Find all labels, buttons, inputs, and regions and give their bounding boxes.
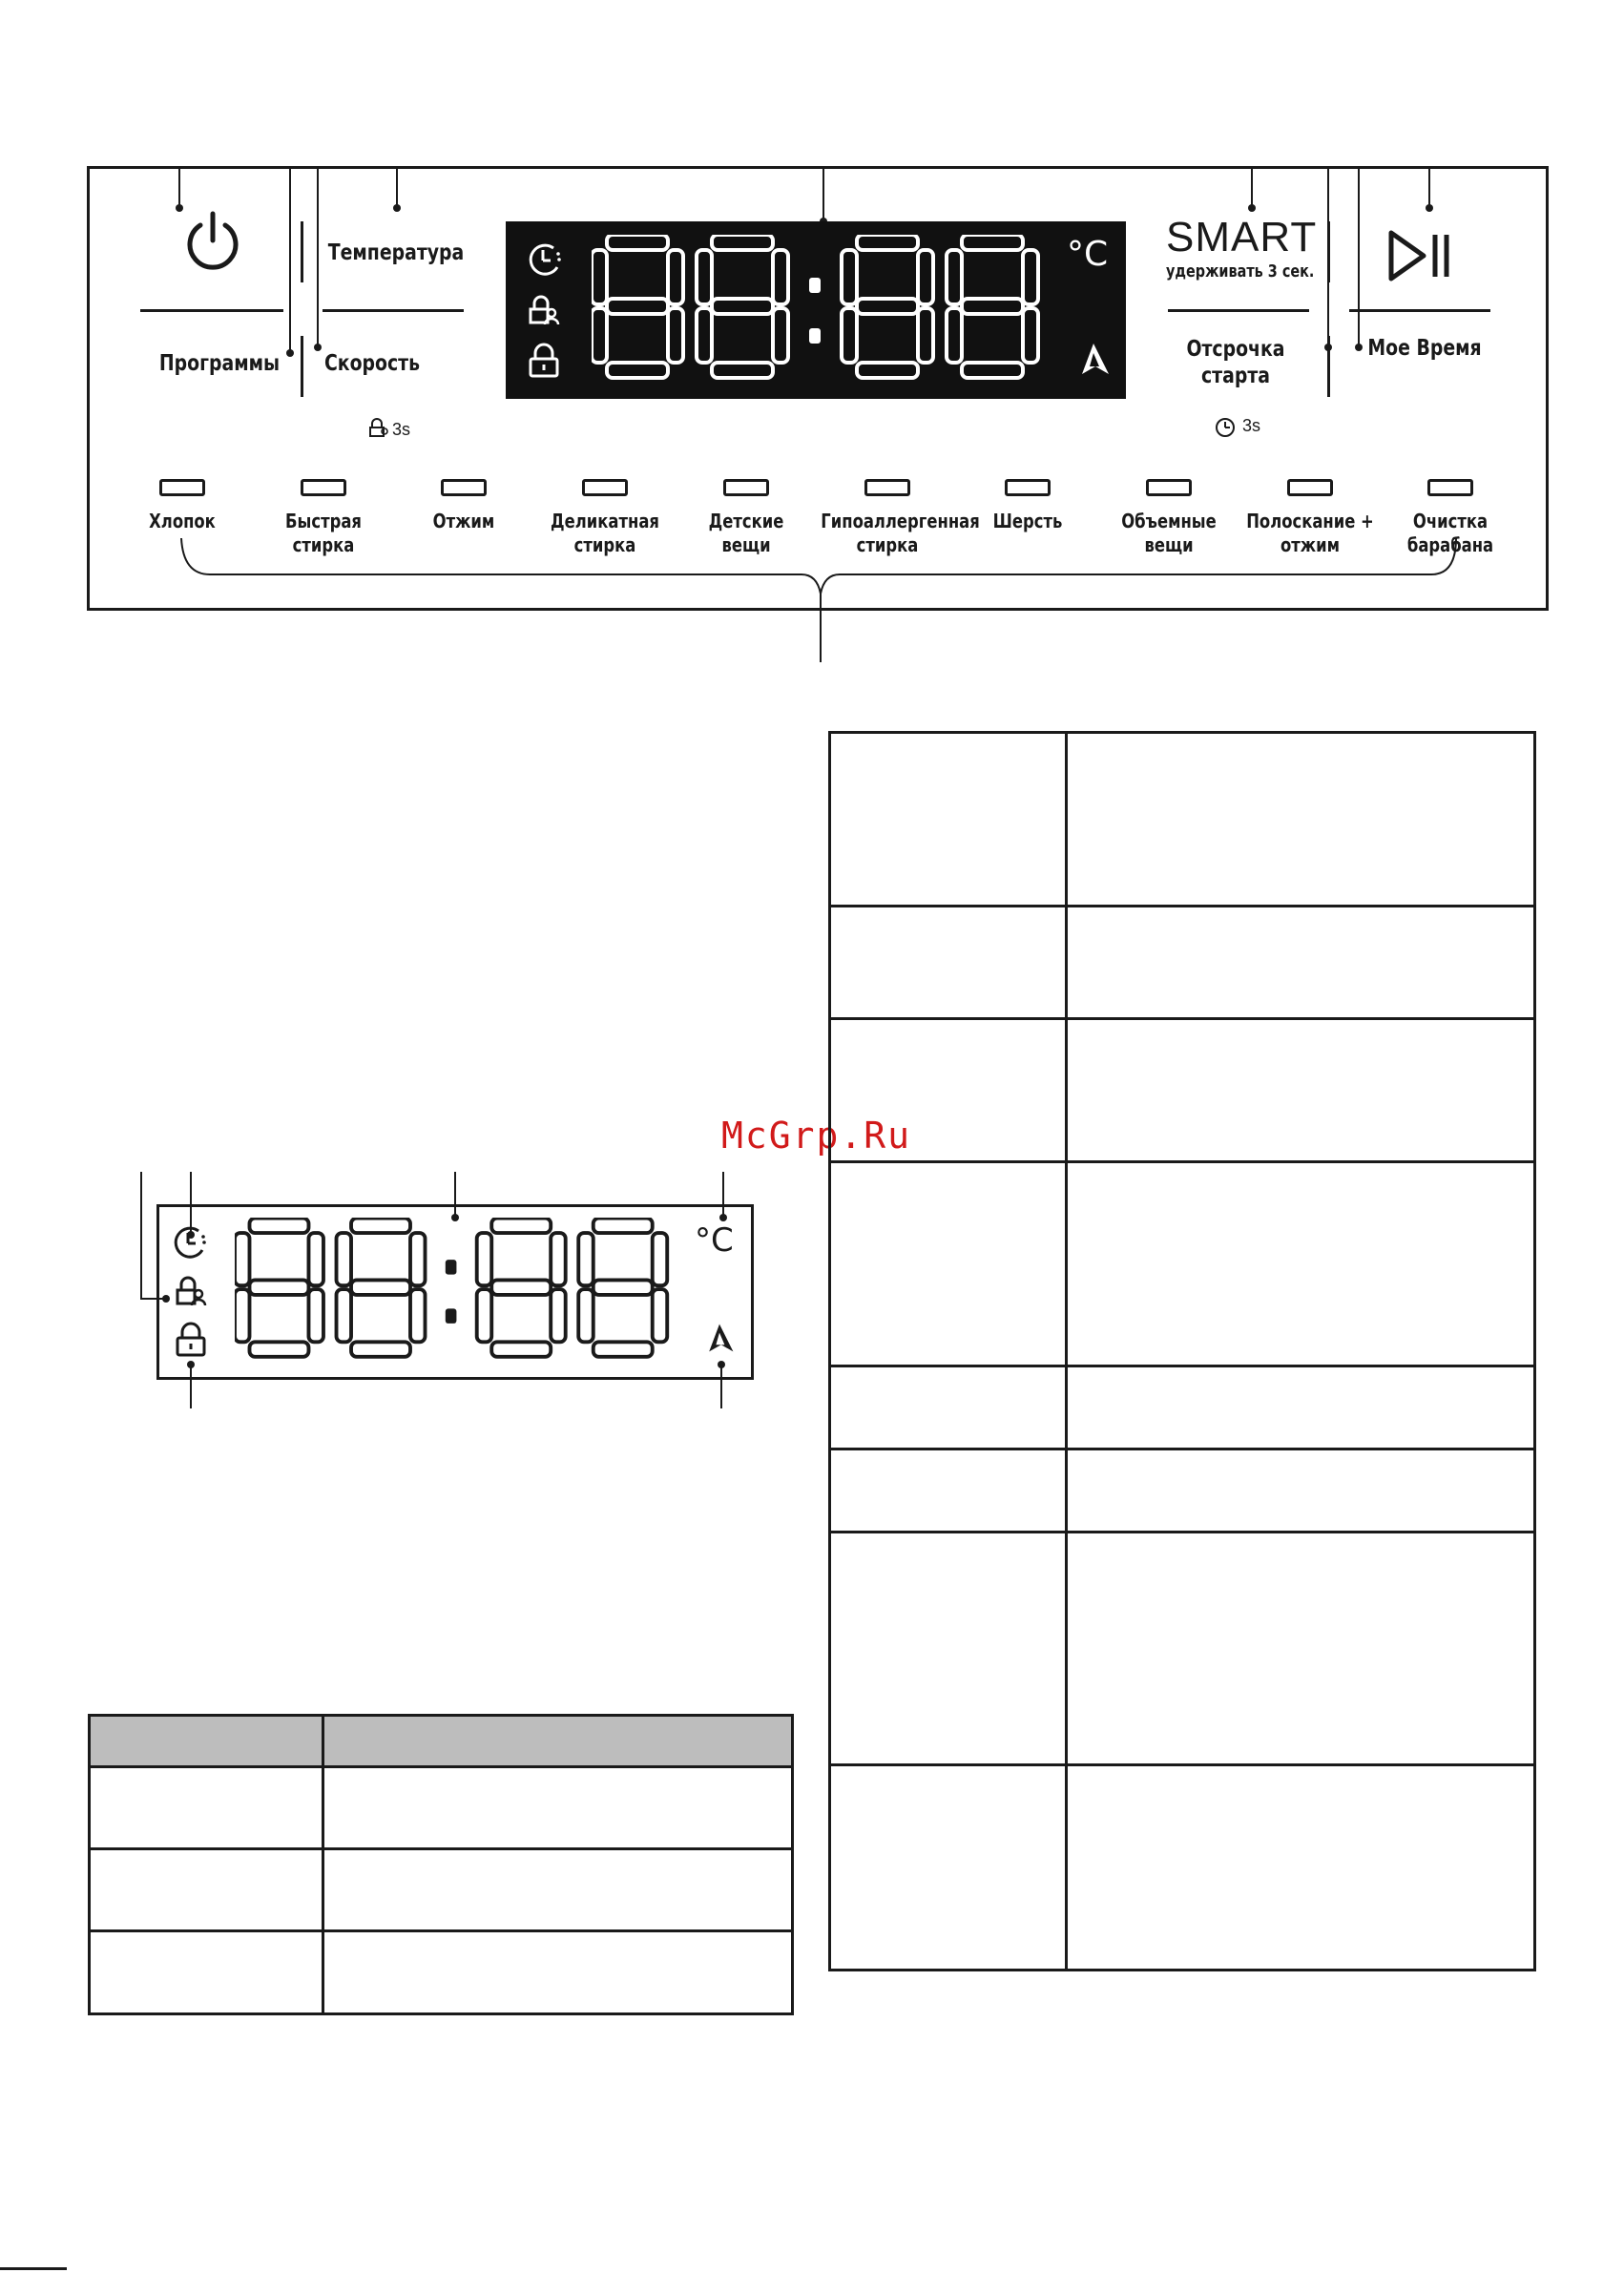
digit-segment — [578, 1289, 593, 1342]
digit-segment — [477, 1289, 491, 1342]
program-button-label — [820, 510, 980, 557]
child-lock-hold-label: 3s — [392, 420, 411, 439]
program-label-line2: стирка — [856, 533, 918, 556]
divider — [1168, 309, 1309, 312]
callout-line — [722, 1172, 724, 1218]
digit-segment — [653, 1233, 667, 1285]
digit-segment — [947, 308, 962, 363]
digit-segment — [592, 308, 607, 363]
program-button[interactable] — [1287, 479, 1333, 496]
program-button-label — [1385, 510, 1517, 557]
colon-dot — [446, 1260, 457, 1274]
table-row-divider — [88, 1929, 794, 1932]
digit-segment — [491, 1219, 551, 1233]
table-row-divider — [828, 1448, 1536, 1450]
program-label-line1: Полоскание + — [1245, 510, 1374, 532]
callout-line — [317, 166, 319, 347]
program-label-line2: барабана — [1407, 533, 1494, 556]
callout-dot — [719, 1214, 727, 1221]
callout-line — [720, 1365, 722, 1408]
temperature-unit: °C — [1067, 235, 1109, 274]
digit-segment — [712, 235, 773, 250]
left-table-border — [88, 1714, 794, 2015]
digit-segment — [337, 1289, 351, 1342]
callout-dot — [314, 344, 322, 351]
program-button-label — [1102, 510, 1235, 557]
callout-line — [396, 166, 398, 208]
timer-icon — [525, 240, 563, 279]
divider — [1327, 221, 1330, 282]
program-label-line2: вещи — [721, 533, 771, 556]
program-button[interactable] — [864, 479, 910, 496]
digit-segment — [712, 363, 773, 378]
digit-segment — [668, 250, 683, 304]
program-label-line2: стирка — [292, 533, 355, 556]
divider — [1327, 336, 1330, 397]
delay-start-line2: старта — [1200, 364, 1271, 388]
timer-icon — [170, 1223, 208, 1262]
digit-segment — [1023, 250, 1038, 304]
colon-dot — [809, 328, 821, 344]
auto-icon — [702, 1321, 737, 1355]
digit-segment — [773, 250, 788, 304]
programs-label[interactable]: Программы — [158, 351, 281, 376]
digit-segment — [918, 308, 933, 363]
program-button[interactable] — [1005, 479, 1051, 496]
digit-segment — [607, 299, 668, 314]
door-lock-icon — [172, 1321, 210, 1361]
program-button[interactable] — [441, 479, 487, 496]
divider — [1349, 309, 1490, 312]
digit-segment — [842, 308, 857, 363]
digit-segment — [235, 1289, 249, 1342]
my-time-label[interactable]: Мое Время — [1367, 336, 1482, 361]
digit-segment — [1023, 308, 1038, 363]
digit-segment — [351, 1219, 410, 1233]
smart-logo[interactable]: SMART — [1166, 214, 1318, 261]
table-column-divider — [1065, 731, 1068, 1971]
digit-segment — [578, 1233, 593, 1285]
power-icon[interactable] — [179, 208, 246, 275]
digit-segment — [857, 363, 918, 378]
digit-segment — [308, 1233, 323, 1285]
program-button[interactable] — [159, 479, 205, 496]
callout-line — [178, 166, 180, 208]
table-row-divider — [828, 905, 1536, 907]
right-table — [828, 731, 1536, 1971]
timer-icon — [1214, 416, 1237, 439]
callout-dot — [1248, 204, 1256, 212]
digit-segment — [592, 250, 607, 304]
divider — [323, 309, 464, 312]
door-lock-icon — [525, 342, 563, 382]
digit-segment — [962, 299, 1023, 314]
program-label-line1: Объемные — [1121, 510, 1217, 532]
digit-segment — [947, 250, 962, 304]
table-row-divider — [828, 1017, 1536, 1020]
digit-segment — [410, 1289, 425, 1342]
delay-hold-label: 3s — [1242, 416, 1261, 435]
delay-start-label[interactable] — [1169, 336, 1301, 389]
digit-segment — [249, 1280, 308, 1294]
digit-segment — [607, 235, 668, 250]
callout-line — [190, 1365, 192, 1408]
digit-segment — [337, 1233, 351, 1285]
divider — [301, 336, 303, 397]
digit-segment — [477, 1233, 491, 1285]
program-button[interactable] — [1146, 479, 1192, 496]
program-button-label — [115, 510, 248, 533]
callout-line — [1251, 166, 1253, 208]
callout-dot — [187, 1361, 195, 1368]
digit-segment — [351, 1342, 410, 1356]
program-label-line1: Хлопок — [149, 510, 216, 532]
smart-hold-label: удерживать 3 сек. — [1166, 261, 1315, 282]
digit-segment — [653, 1289, 667, 1342]
table-column-divider — [322, 1714, 324, 2015]
callout-line — [1358, 166, 1360, 347]
table-row-divider — [828, 1365, 1536, 1367]
digit-segment — [351, 1280, 410, 1294]
program-button-label — [538, 510, 671, 557]
digit-segment — [491, 1342, 551, 1356]
callout-line — [140, 1172, 142, 1300]
program-button[interactable] — [582, 479, 628, 496]
callout-dot — [162, 1295, 170, 1303]
table-row-divider — [88, 1847, 794, 1850]
callout-line — [822, 166, 824, 221]
digit-segment — [308, 1289, 323, 1342]
callout-dot — [393, 204, 401, 212]
digit-segment — [551, 1289, 565, 1342]
digit-segment — [249, 1219, 308, 1233]
child-lock-icon — [525, 292, 563, 330]
small-display-digits — [235, 1218, 674, 1366]
callout-line — [454, 1172, 456, 1218]
divider — [140, 309, 283, 312]
program-label-line1: Очистка — [1413, 510, 1489, 532]
colon-dot — [809, 278, 821, 293]
divider — [301, 221, 303, 282]
delay-start-line1: Отсрочка — [1186, 337, 1285, 362]
page-edge-mark — [0, 2267, 67, 2270]
program-button[interactable] — [723, 479, 769, 496]
digit-segment — [962, 363, 1023, 378]
program-button-label — [961, 510, 1093, 533]
program-button-label — [257, 510, 389, 557]
digit-segment — [857, 235, 918, 250]
digit-segment — [842, 250, 857, 304]
digit-segment — [697, 308, 712, 363]
program-label-line2: отжим — [1280, 533, 1340, 556]
digit-segment — [249, 1342, 308, 1356]
program-label-line1: Шерсть — [992, 510, 1063, 532]
digit-segment — [410, 1233, 425, 1285]
temperature-label[interactable]: Температура — [327, 240, 465, 265]
table-row-divider — [828, 1160, 1536, 1163]
program-button-label — [398, 510, 531, 533]
callout-dot — [1355, 344, 1363, 351]
program-label-line1: Детские — [708, 510, 784, 532]
play-pause-icon[interactable] — [1385, 229, 1454, 282]
program-label-line1: Гипоаллергенная — [820, 510, 980, 532]
program-label-line2: вещи — [1144, 533, 1194, 556]
digit-segment — [857, 299, 918, 314]
colon-dot — [446, 1308, 457, 1323]
table-row-divider — [828, 1763, 1536, 1766]
auto-icon — [1074, 340, 1113, 378]
digit-segment — [607, 363, 668, 378]
program-label-line1: Деликатная — [551, 510, 660, 532]
digit-segment — [593, 1219, 653, 1233]
program-button[interactable] — [1427, 479, 1473, 496]
digit-segment — [593, 1342, 653, 1356]
digit-segment — [491, 1280, 551, 1294]
program-label-line1: Быстрая — [284, 510, 362, 532]
table-row-divider — [828, 1531, 1536, 1533]
digit-segment — [668, 308, 683, 363]
right-table-border — [828, 731, 1536, 1971]
program-label-line1: Отжим — [433, 510, 495, 532]
child-lock-icon — [368, 416, 389, 439]
digit-segment — [962, 235, 1023, 250]
digit-segment — [918, 250, 933, 304]
digit-segment — [773, 308, 788, 363]
child-lock-icon — [172, 1273, 210, 1311]
program-button-label — [1243, 510, 1376, 557]
program-button-label — [679, 510, 812, 557]
table-row-divider — [88, 1765, 794, 1768]
program-button[interactable] — [301, 479, 346, 496]
callout-line — [289, 166, 291, 353]
display-digits — [592, 235, 1045, 387]
digit-segment — [235, 1233, 249, 1285]
digit-segment — [551, 1233, 565, 1285]
callout-dot — [1426, 204, 1433, 212]
speed-label[interactable]: Скорость — [323, 351, 421, 376]
program-label-line2: стирка — [573, 533, 636, 556]
left-table — [88, 1714, 794, 2015]
digit-segment — [712, 299, 773, 314]
digit-segment — [593, 1280, 653, 1294]
callout-dot — [718, 1361, 725, 1368]
callout-dot — [286, 349, 294, 357]
callout-line — [1428, 166, 1430, 208]
watermark: McGrp.Ru — [721, 1115, 912, 1157]
digit-segment — [697, 250, 712, 304]
small-temperature-unit: °C — [695, 1221, 734, 1260]
